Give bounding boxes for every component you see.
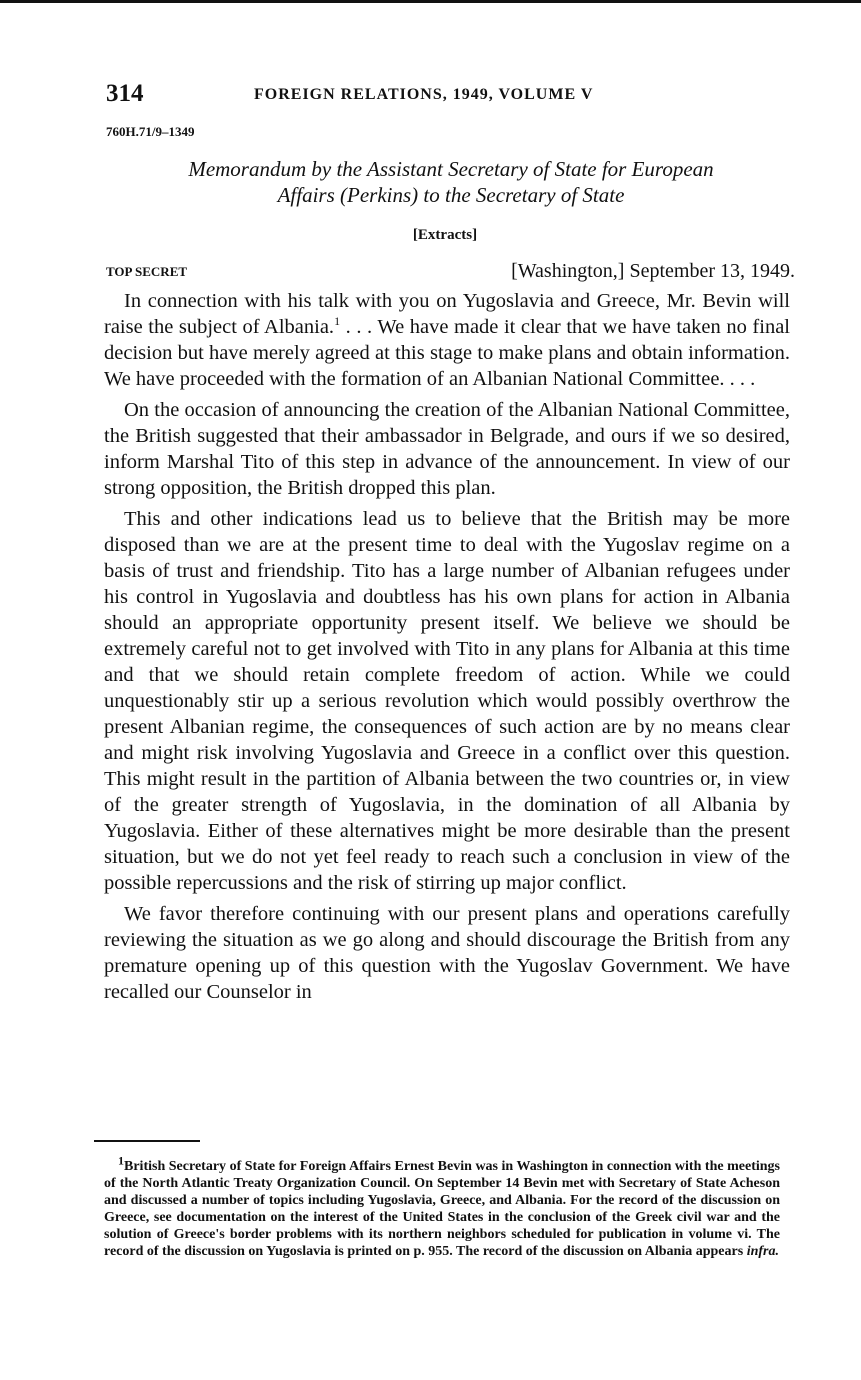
- footnote-1: [104, 1153, 780, 1260]
- page-number: 314: [106, 80, 144, 107]
- memo-title-line-2: Affairs (Perkins) to the Secretary of State: [277, 183, 625, 207]
- paragraph-1: [104, 288, 790, 392]
- paragraph-3: This and other indications lead us to believe that the British may be more disposed than we are at the present time to deal with the Yugoslav regime on a basis of trust and friendship. Tito has a large number of Albanian refugees under his control in Yugoslavia and doubtless has his own plans for action in Albania should an appropriate opportunity present itself. We believe we should be extremely careful not to get involved with Tito in any plans for Albania at this time and that we should retain complete freedom of action. While we could unquestionably stir up a serious revolution which would possibly overthrow the present Albanian regime, the consequences of such action are by no means clear and might risk involving Yugoslavia and Greece in a conflict over this question. This might result in the partition of Albania between the two countries or, in view of the greater strength of Yugoslavia, in the domination of all Albania by Yugoslavia. Either of these alternatives might be more desirable than the present situation, but we do not yet feel ready to reach such a conclusion in view of the possible repercussions and the risk of stirring up major conflict.: [104, 508, 790, 894]
- memo-title-line-1: Memorandum by the Assistant Secretary of State for European: [188, 157, 714, 181]
- paragraph-4: We favor therefore continuing with our present plans and operations carefully reviewing the situation as we go along and should discourage the British from any premature opening up of this question with the Yugoslav Government. We have recalled our Counselor in: [104, 903, 790, 1003]
- place-date: [Washington,] September 13, 1949.: [511, 260, 795, 282]
- classification-label: TOP SECRET: [106, 264, 188, 279]
- memo-title: [106, 156, 796, 208]
- footnote-reference: 1: [334, 314, 341, 329]
- running-title: FOREIGN RELATIONS, 1949, VOLUME V: [254, 86, 594, 103]
- running-header: [106, 80, 792, 110]
- footnote-infra: infra.: [746, 1244, 779, 1259]
- footnote-rule: [94, 1140, 200, 1142]
- file-number: 760H.71/9–1349: [106, 124, 195, 139]
- top-border: [0, 0, 861, 3]
- paragraph-1-text-a: In connection with his talk with you on Yugoslavia and Greece, Mr. Bevin will raise the subject of Albania.: [104, 290, 790, 338]
- footnote-marker: 1: [118, 1153, 124, 1168]
- extracts-label: [Extracts]: [412, 227, 478, 243]
- memo-body: [104, 288, 790, 1010]
- paragraph-2: On the occasion of announcing the creation of the Albanian National Committee, the British suggested that their ambassador in Belgrade, and ours if we so desired, inform Marshal Tito of this step in advance of the announcement. In view of our strong opposition, the British dropped this plan.: [104, 399, 790, 499]
- paragraph-1-text-b: . . . We have made it clear that we have taken no final decision but have merely agreed at this stage to make plans and obtain information. We have proceeded with the formation of an Albanian National Committee. . . .: [104, 316, 790, 390]
- footnote-text: British Secretary of State for Foreign Affairs Ernest Bevin was in Washington in connection with the meetings of the North Atlantic Treaty Organization Council. On September 14 Bevin met with Secretary of State Acheson and discussed a number of topics including Yugoslavia, Greece, and Albania. For the record of the discussion on Greece, see documentation on the interest of the United States in the conclusion of the Greek civil war and the solution of Greece's border problems with its northern neighbors scheduled for publication in volume vi. The record of the discussion on Yugoslavia is printed on p. 955. The record of the discussion on Albania appears: [104, 1159, 780, 1259]
